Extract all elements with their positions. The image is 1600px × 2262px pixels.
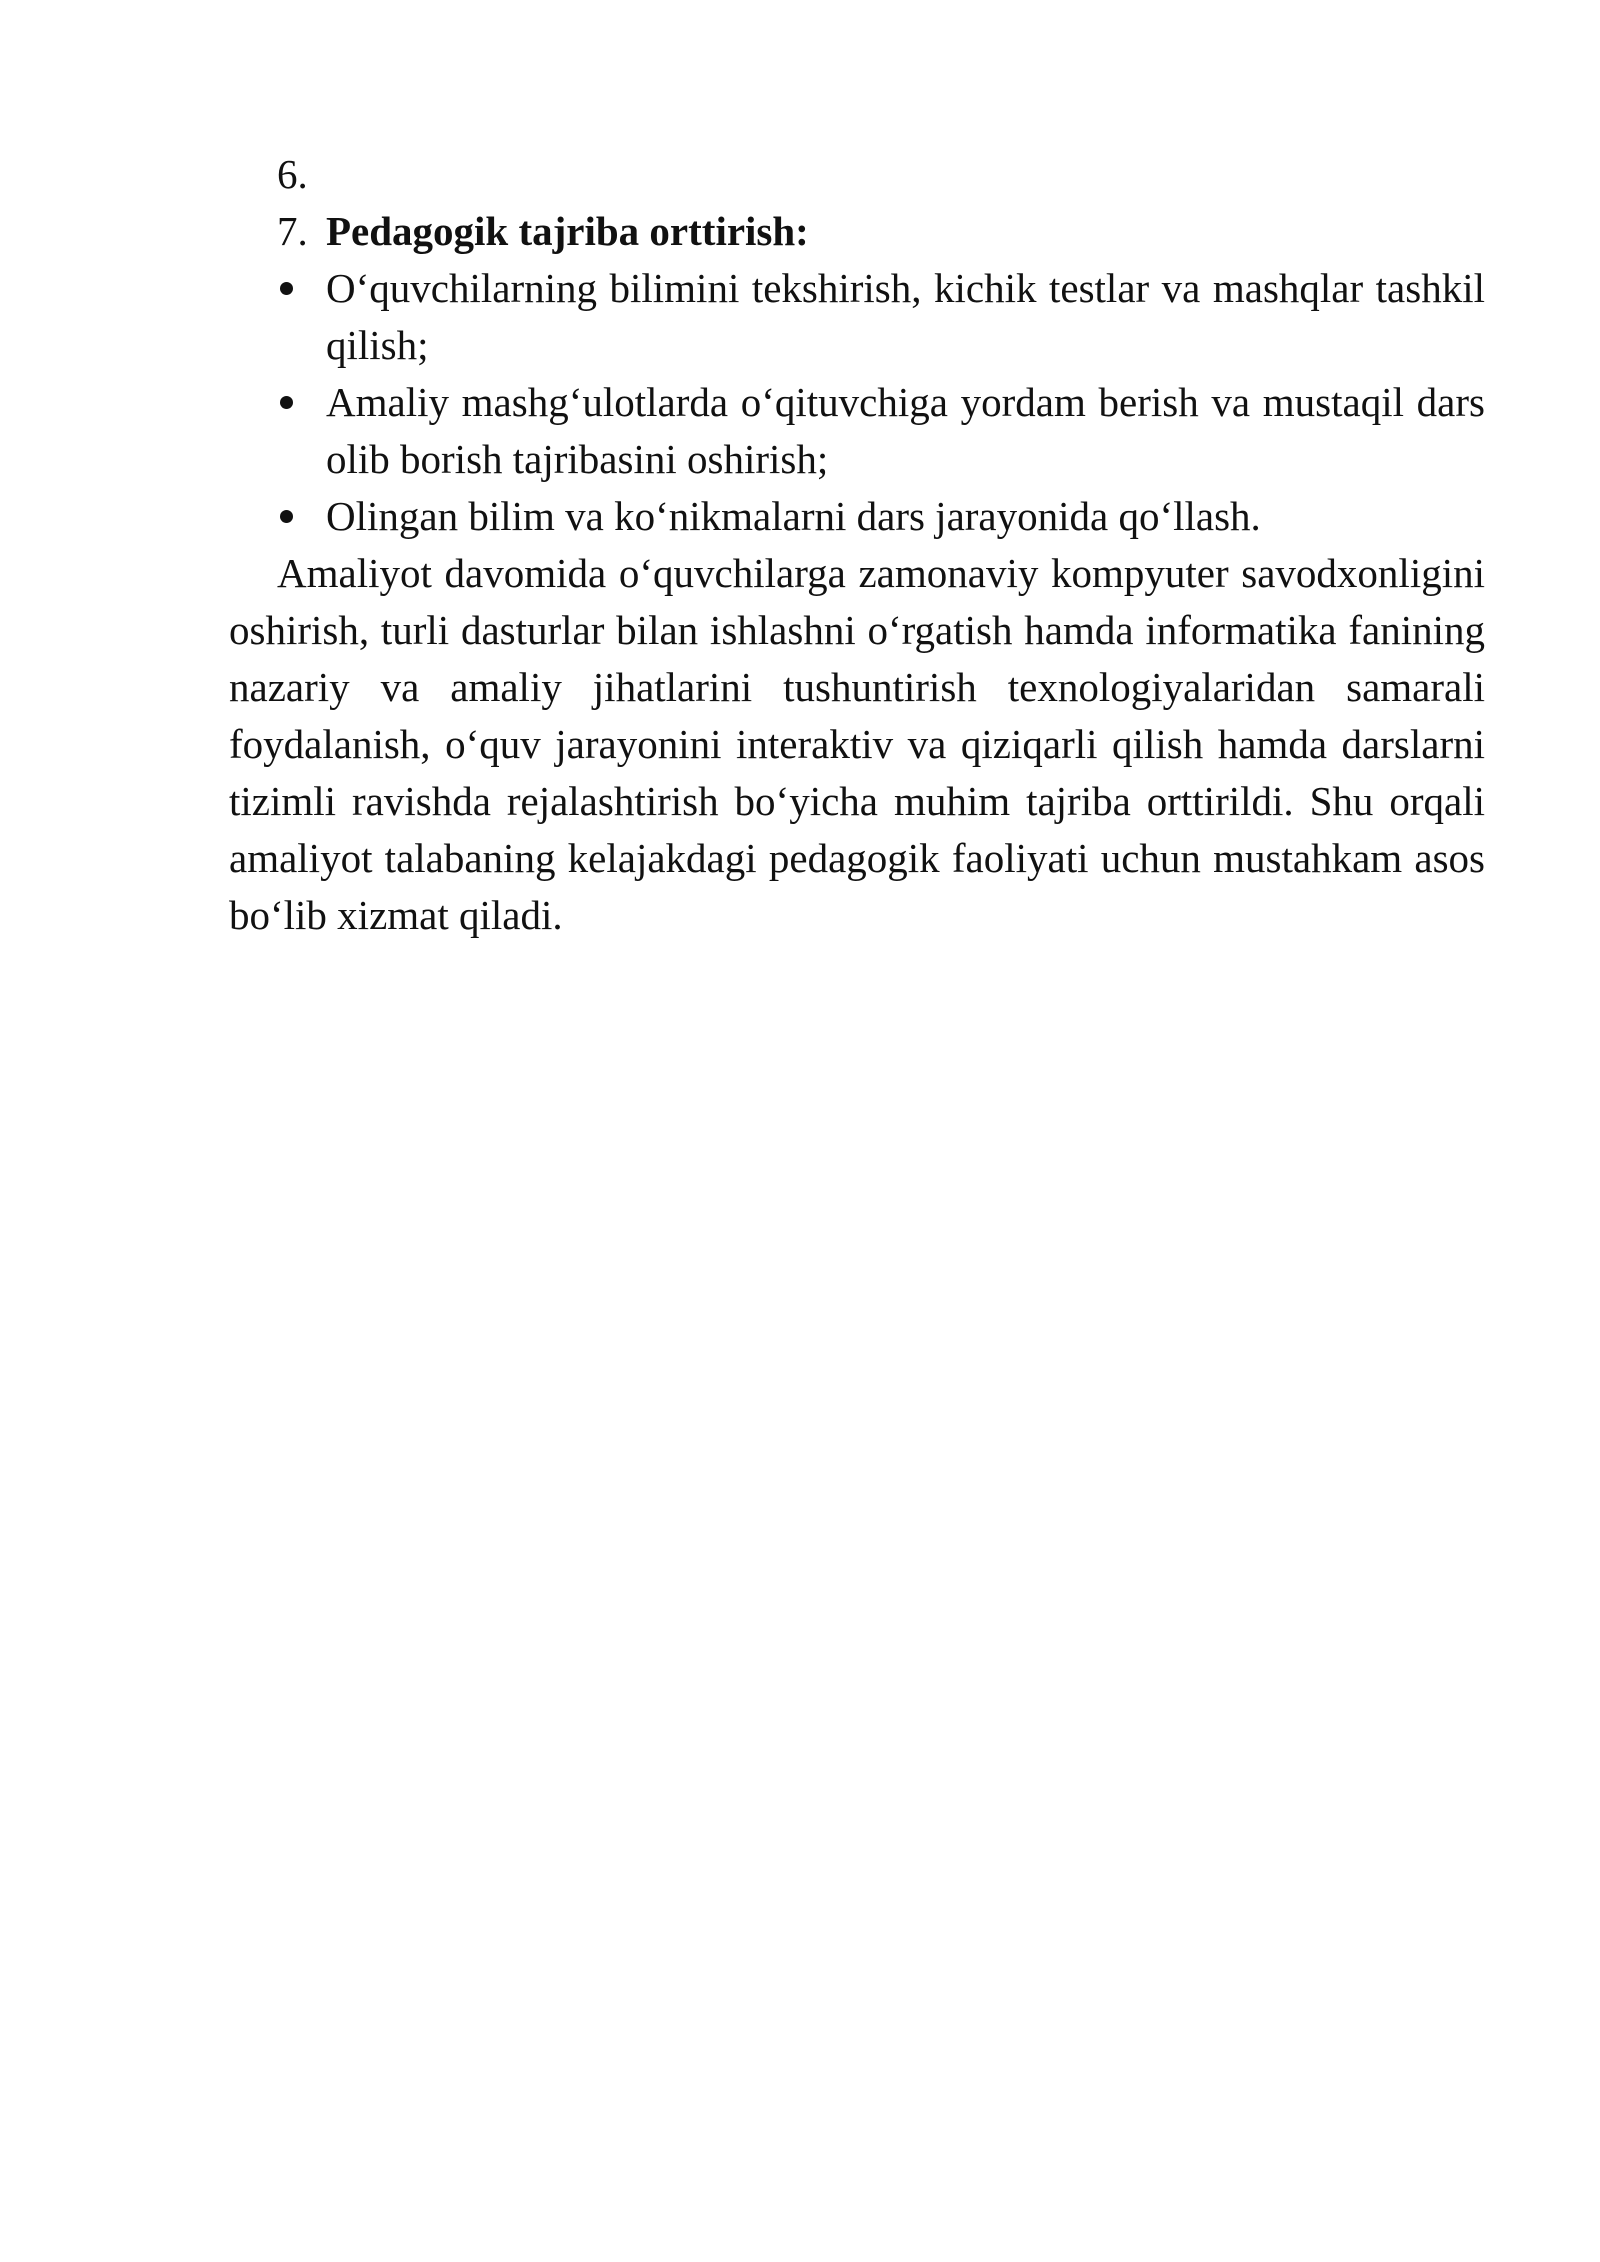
bullet-list bbox=[229, 260, 1485, 545]
bullet-icon bbox=[280, 282, 293, 295]
numbered-item-6 bbox=[229, 146, 1485, 203]
list-number: 6. bbox=[277, 151, 308, 197]
bullet-item bbox=[229, 260, 1485, 374]
page-content bbox=[229, 146, 1485, 944]
bullet-text: Olingan bilim va ko‘nikmalarni dars jarayonida qo‘llash. bbox=[326, 493, 1261, 539]
body-paragraph: Amaliyot davomida o‘quvchilarga zamonaviy kompyuter savodxonligini oshirish, turli dasturlar bilan ishlashni o‘rgatish hamda informatika fanining nazariy va amaliy jihatlarini tushuntirish texnologiyalaridan samarali foydalanish, o‘quv jarayonini interaktiv va qiziqarli qilish hamda darslarni tizimli ravishda rejalashtirish bo‘yicha muhim tajriba orttirildi. Shu orqali amaliyot talabaning kelajakdagi pedagogik faoliyati uchun mustahkam asos bo‘lib xizmat qiladi. bbox=[229, 550, 1485, 938]
bullet-icon bbox=[280, 510, 293, 523]
bullet-item bbox=[229, 488, 1485, 545]
list-number: 7. bbox=[277, 208, 308, 254]
bullet-text: O‘quvchilarning bilimini tekshirish, kichik testlar va mashqlar tashkil qilish; bbox=[326, 265, 1485, 368]
bullet-text: Amaliy mashg‘ulotlarda o‘qituvchiga yordam berish va mustaqil dars olib borish tajribasini oshirish; bbox=[326, 379, 1485, 482]
section-heading: Pedagogik tajriba orttirish: bbox=[326, 208, 809, 254]
bullet-icon bbox=[280, 396, 293, 409]
numbered-item-7 bbox=[229, 203, 1485, 260]
bullet-item bbox=[229, 374, 1485, 488]
